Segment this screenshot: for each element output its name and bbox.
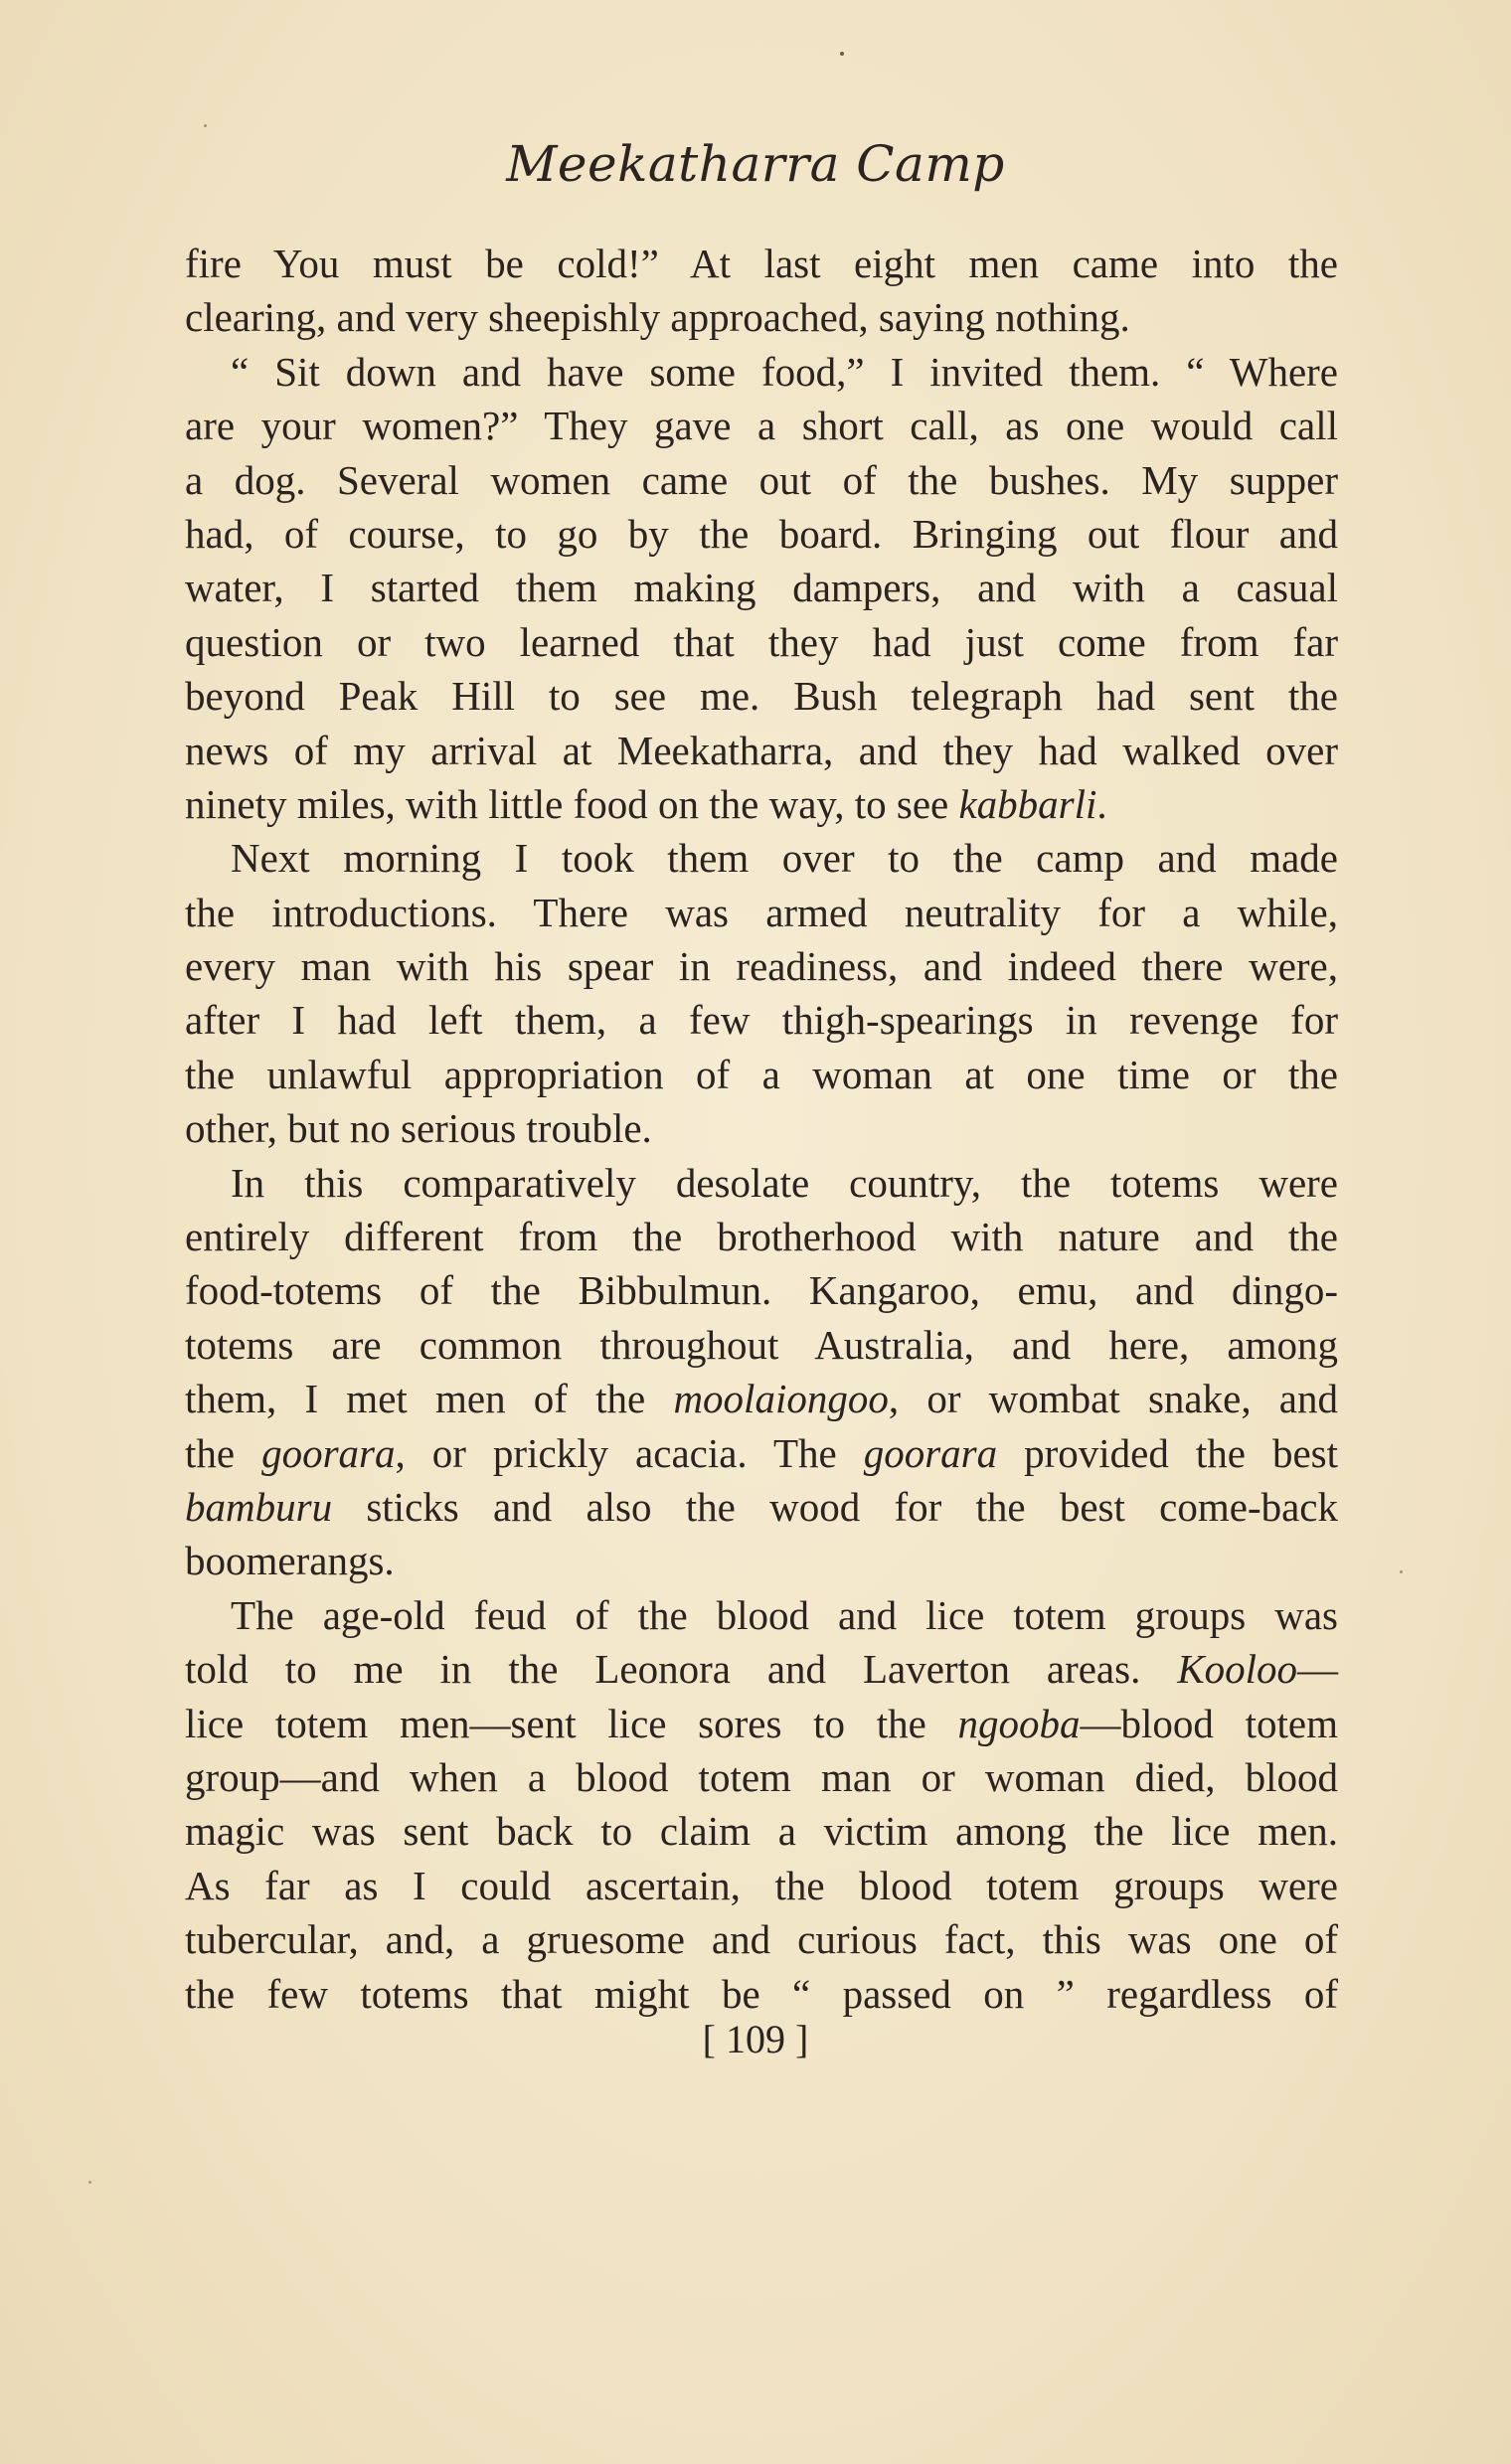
line-text: “ Sit down and have some food,” I invited them. “ Where	[231, 348, 1338, 395]
text-line	[185, 1263, 1338, 1317]
line-text: group—and when a blood totem man or woman died, blood	[185, 1753, 1338, 1800]
line-text: .	[1096, 780, 1107, 827]
text-line	[185, 1642, 1338, 1696]
line-text: the introductions. There was armed neutrality for a while,	[185, 889, 1338, 935]
text-line	[185, 1048, 1338, 1101]
text-line	[185, 507, 1338, 561]
line-text: lice totem men—sent lice sores to the	[185, 1700, 958, 1746]
line-text: are your women?” They gave a short call, as one would call	[185, 403, 1338, 449]
line-text: question or two learned that they had just come from far	[185, 618, 1338, 665]
line-text: ninety miles, with little food on the way, to see	[185, 780, 959, 827]
italic-term: moolaiongoo	[673, 1376, 889, 1422]
line-text: the	[185, 1429, 262, 1476]
text-line	[185, 453, 1338, 507]
text-line	[185, 1588, 1338, 1642]
text-line	[185, 1318, 1338, 1372]
line-text: other, but no serious trouble.	[185, 1105, 652, 1152]
text-line	[185, 561, 1338, 614]
line-text: tubercular, and, a gruesome and curious fact, this was one of	[185, 1916, 1338, 1963]
line-text: entirely different from the brotherhood with nature and the	[185, 1214, 1338, 1260]
text-line	[185, 724, 1338, 777]
italic-term: goorara	[863, 1429, 998, 1476]
line-text: The age-old feud of the blood and lice totem groups was	[231, 1591, 1338, 1638]
line-text: fire You must be cold!” At last eight men came into the	[185, 241, 1338, 286]
italic-term: bamburu	[185, 1483, 333, 1530]
text-line	[185, 1480, 1338, 1534]
line-text: the few totems that might be “ passed on ” regardless of	[185, 1970, 1338, 2017]
line-text: told to me in the Leonora and Laverton areas.	[185, 1646, 1178, 1693]
text-line	[185, 615, 1338, 669]
line-text: water, I started them making dampers, and with a casual	[185, 565, 1338, 611]
line-text: clearing, and very sheepishly approached, saying nothing.	[185, 294, 1130, 341]
text-line	[185, 290, 1338, 344]
line-text: —blood totem	[1080, 1700, 1338, 1746]
line-text: sticks and also the wood for the best come-back	[332, 1483, 1338, 1530]
text-line	[185, 886, 1338, 939]
line-text: a dog. Several women came out of the bushes. My supper	[185, 456, 1338, 503]
text-line	[185, 831, 1338, 885]
text-line	[185, 669, 1338, 723]
line-text: As far as I could ascertain, the blood totem groups were	[185, 1862, 1338, 1908]
line-text: had, of course, to go by the board. Bringing out flour and	[185, 510, 1338, 557]
text-line	[185, 237, 1338, 290]
italic-term: goorara	[261, 1429, 396, 1476]
paper-speck	[204, 124, 207, 127]
text-line	[185, 1372, 1338, 1425]
paper-speck	[1400, 1570, 1403, 1573]
italic-term: ngooba	[957, 1700, 1081, 1746]
paper-speck	[840, 52, 844, 56]
running-head-title: Meekatharra Camp	[506, 135, 1005, 193]
line-text: provided the best	[997, 1429, 1338, 1476]
line-text: the unlawful appropriation of a woman at one time or the	[185, 1051, 1338, 1097]
italic-term: kabbarli	[958, 780, 1097, 827]
line-text: totems are common throughout Australia, and here, among	[185, 1321, 1338, 1368]
text-line	[185, 1156, 1338, 1210]
text-line	[185, 993, 1338, 1047]
line-text: , or wombat snake, and	[888, 1376, 1338, 1422]
text-line	[185, 939, 1338, 993]
text-line	[185, 777, 1338, 831]
line-text: every man with his spear in readiness, and indeed there were,	[185, 943, 1338, 990]
line-text: after I had left them, a few thigh-spearings in revenge for	[185, 997, 1338, 1044]
text-line	[185, 1697, 1338, 1750]
line-text: news of my arrival at Meekatharra, and they had walked over	[185, 727, 1338, 773]
text-line	[185, 345, 1338, 399]
line-text: Next morning I took them over to the camp and made	[231, 835, 1338, 882]
line-text: food-totems of the Bibbulmun. Kangaroo, emu, and dingo-	[185, 1267, 1338, 1314]
line-text: In this comparatively desolate country, the totems were	[231, 1159, 1338, 1206]
page-number: [ 109 ]	[702, 2017, 809, 2061]
text-line	[185, 1750, 1338, 1804]
body-text	[185, 237, 1338, 2021]
paper-speck	[88, 2181, 91, 2184]
line-text: magic was sent back to claim a victim among the lice men.	[185, 1808, 1338, 1855]
line-text: —	[1297, 1646, 1338, 1693]
line-text: , or prickly acacia. The	[395, 1429, 864, 1476]
text-line	[185, 399, 1338, 452]
line-text: them, I met men of the	[185, 1376, 674, 1422]
text-line	[185, 1534, 1338, 1587]
line-text: boomerangs.	[185, 1538, 395, 1584]
text-line	[185, 1101, 1338, 1155]
line-text: beyond Peak Hill to see me. Bush telegraph had sent the	[185, 673, 1338, 720]
text-line	[185, 1967, 1338, 2021]
text-line	[185, 1426, 1338, 1480]
text-line	[185, 1210, 1338, 1263]
text-line	[185, 1859, 1338, 1912]
text-line	[185, 1804, 1338, 1858]
text-line	[185, 1912, 1338, 1966]
italic-term: Kooloo	[1177, 1646, 1297, 1693]
